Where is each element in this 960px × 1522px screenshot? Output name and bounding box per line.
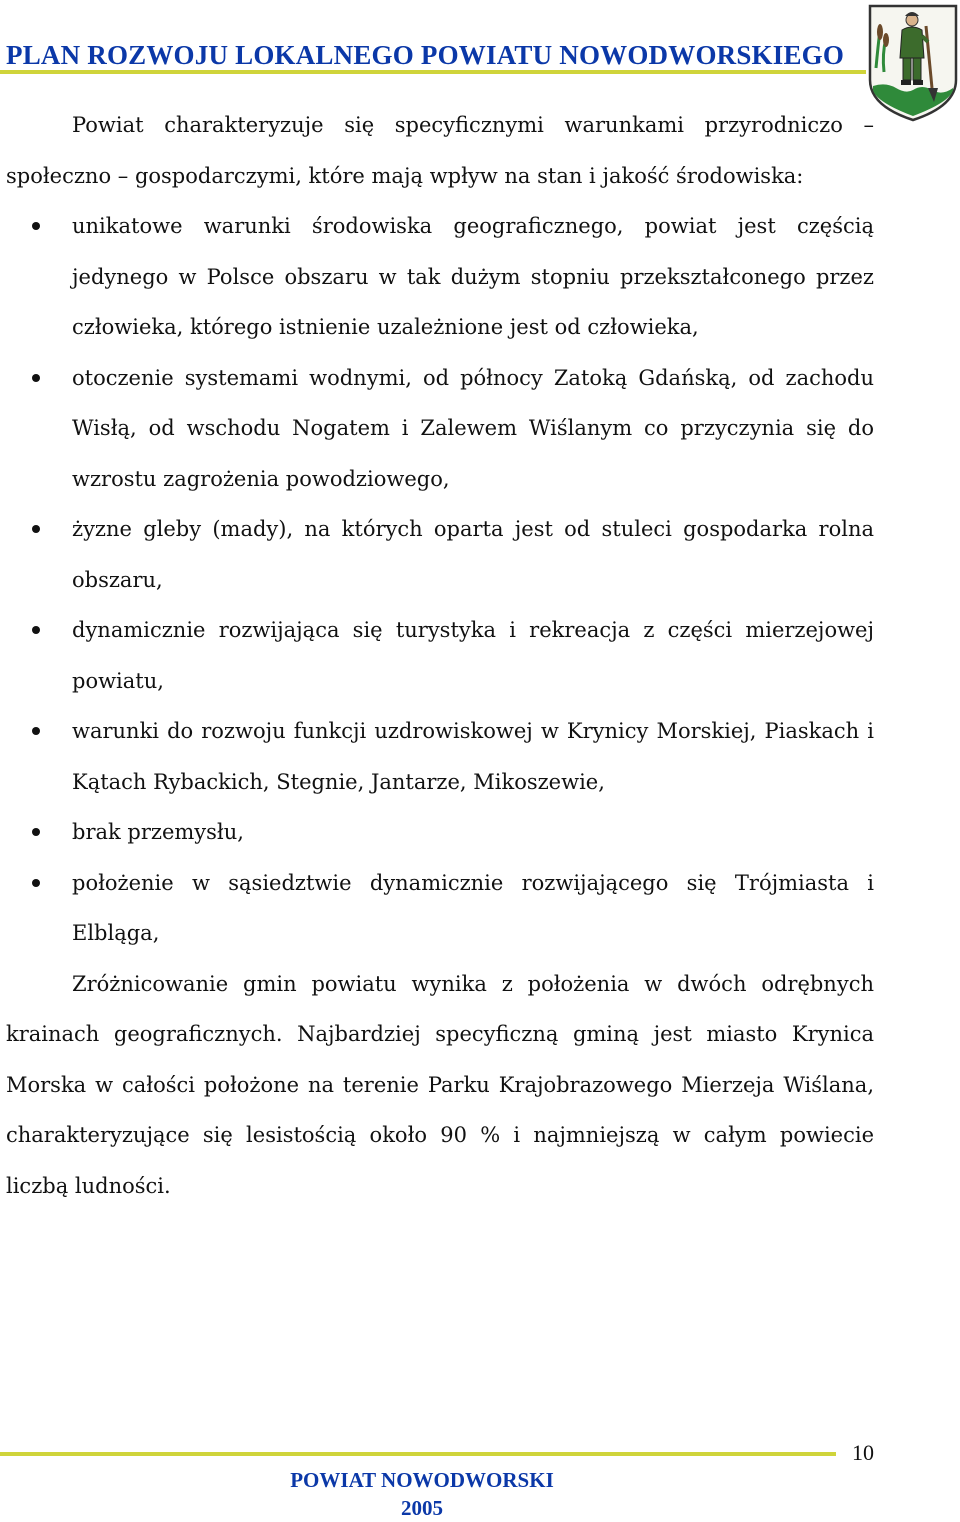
page-number: 10 — [852, 1440, 874, 1465]
bullet-list — [6, 201, 874, 959]
bullet-icon — [32, 222, 40, 230]
bullet-icon — [32, 374, 40, 382]
header-rule — [0, 70, 866, 74]
document-body — [6, 100, 874, 1211]
bullet-icon — [32, 727, 40, 735]
bullet-icon — [32, 879, 40, 887]
footer-rule — [0, 1452, 836, 1456]
list-item: dynamicznie rozwijająca się turystyka i rekreacja z części mierzejowej powiatu, — [6, 605, 874, 706]
bullet-icon — [32, 626, 40, 634]
list-item: otoczenie systemami wodnymi, od północy Zatoką Gdańską, od zachodu Wisłą, od wschodu Nogatem i Zalewem Wiślanym co przyczynia się do wzrostu zagrożenia powodziowego, — [6, 353, 874, 505]
coat-of-arms-icon — [866, 2, 960, 124]
footer-year: 2005 — [401, 1496, 443, 1520]
list-item: unikatowe warunki środowiska geograficznego, powiat jest częścią jedynego w Polsce obszaru w tak dużym stopniu przekształconego przez człowieka, którego istnienie uzależnione jest od człowieka, — [6, 201, 874, 353]
bullet-icon — [32, 828, 40, 836]
list-item: położenie w sąsiedztwie dynamicznie rozwijającego się Trójmiasta i Elbląga, — [6, 858, 874, 959]
list-item: żyzne gleby (mady), na których oparta jest od stuleci gospodarka rolna obszaru, — [6, 504, 874, 605]
list-item: warunki do rozwoju funkcji uzdrowiskowej w Krynicy Morskiej, Piaskach i Kątach Rybackich, Stegnie, Jantarze, Mikoszewie, — [6, 706, 874, 807]
closing-paragraph: Zróżnicowanie gmin powiatu wynika z położenia w dwóch odrębnych krainach geograficznych. Najbardziej specyficzną gminą jest miasto Krynica Morska w całości położone na terenie Parku Krajobrazowego Mierzeja Wiślana, charakteryzujące się lesistością około 90 % i najmniejszą w całym powiecie liczbą ludności. — [6, 971, 874, 1198]
footer-org: POWIAT NOWODWORSKI — [290, 1468, 554, 1492]
header-title: PLAN ROZWOJU LOKALNEGO POWIATU NOWODWORSKIEGO — [6, 40, 845, 70]
list-item: brak przemysłu, — [6, 807, 874, 858]
intro-paragraph: Powiat charakteryzuje się specyficznymi warunkami przyrodniczo – społeczno – gospodarczymi, które mają wpływ na stan i jakość środowiska: — [6, 113, 874, 188]
bullet-icon — [32, 525, 40, 533]
footer — [172, 1466, 672, 1522]
